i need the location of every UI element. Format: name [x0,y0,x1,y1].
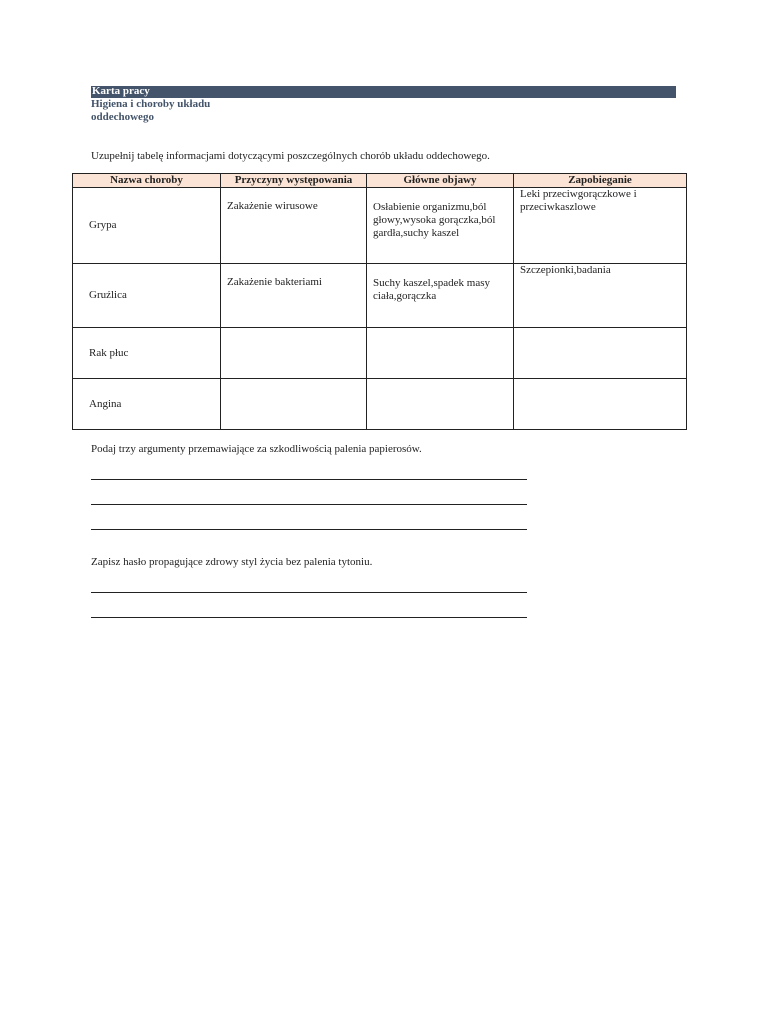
prevention-cell[interactable] [514,328,687,379]
disease-name-cell [73,379,221,430]
disease-name-cell [73,328,221,379]
answer-line-slogan-1[interactable] [91,592,527,593]
column-header-prevention: Zapobieganie [514,174,687,188]
worksheet-subtitle: Higiena i choroby układu oddechowego [91,98,211,123]
table-row [73,379,687,430]
causes-cell[interactable] [221,188,367,264]
causes-text: Zakażenie wirusowe [227,200,318,212]
worksheet-label: Karta pracy [92,85,150,97]
prevention-text: Leki przeciwgorączkowe i przeciwkaszlowe [520,188,637,213]
diseases-table [72,173,687,430]
causes-cell[interactable] [221,264,367,328]
answer-line-argument-1[interactable] [91,479,527,480]
table-header-row [73,174,687,188]
prevention-cell[interactable] [514,188,687,264]
disease-name: Grypa [89,219,117,231]
worksheet-header-bar [91,86,676,98]
causes-text: Zakażenie bakteriami [227,276,322,288]
prevention-cell[interactable] [514,264,687,328]
symptoms-cell[interactable] [367,379,514,430]
answer-line-argument-3[interactable] [91,529,527,530]
task-2-instruction: Podaj trzy argumenty przemawiające za szkodliwością palenia papierosów. [91,443,422,455]
symptoms-text: Suchy kaszel,spadek masy ciała,gorączka [373,277,490,302]
disease-name: Angina [89,397,122,410]
answer-line-slogan-2[interactable] [91,617,527,618]
column-header-disease-name: Nazwa choroby [73,174,221,188]
causes-cell[interactable] [221,379,367,430]
symptoms-text: Osłabienie organizmu,ból głowy,wysoka gorączka,ból gardła,suchy kaszel [373,201,496,239]
column-header-symptoms: Główne objawy [367,174,514,188]
column-header-causes: Przyczyny występowania [221,174,367,188]
prevention-text: Szczepionki,badania [520,264,611,276]
disease-name: Gruźlica [89,289,127,301]
disease-name-cell [73,264,221,328]
prevention-cell[interactable] [514,379,687,430]
table-row [73,328,687,379]
symptoms-cell[interactable] [367,328,514,379]
symptoms-cell[interactable] [367,264,514,328]
task-1-instruction: Uzupełnij tabelę informacjami dotyczącymi poszczególnych chorób układu oddechowego. [91,150,490,162]
table-row [73,188,687,264]
answer-line-argument-2[interactable] [91,504,527,505]
disease-name: Rak płuc [89,346,129,359]
disease-name-cell [73,188,221,264]
task-3-instruction: Zapisz hasło propagujące zdrowy styl życia bez palenia tytoniu. [91,556,373,568]
table-row [73,264,687,328]
causes-cell[interactable] [221,328,367,379]
symptoms-cell[interactable] [367,188,514,264]
